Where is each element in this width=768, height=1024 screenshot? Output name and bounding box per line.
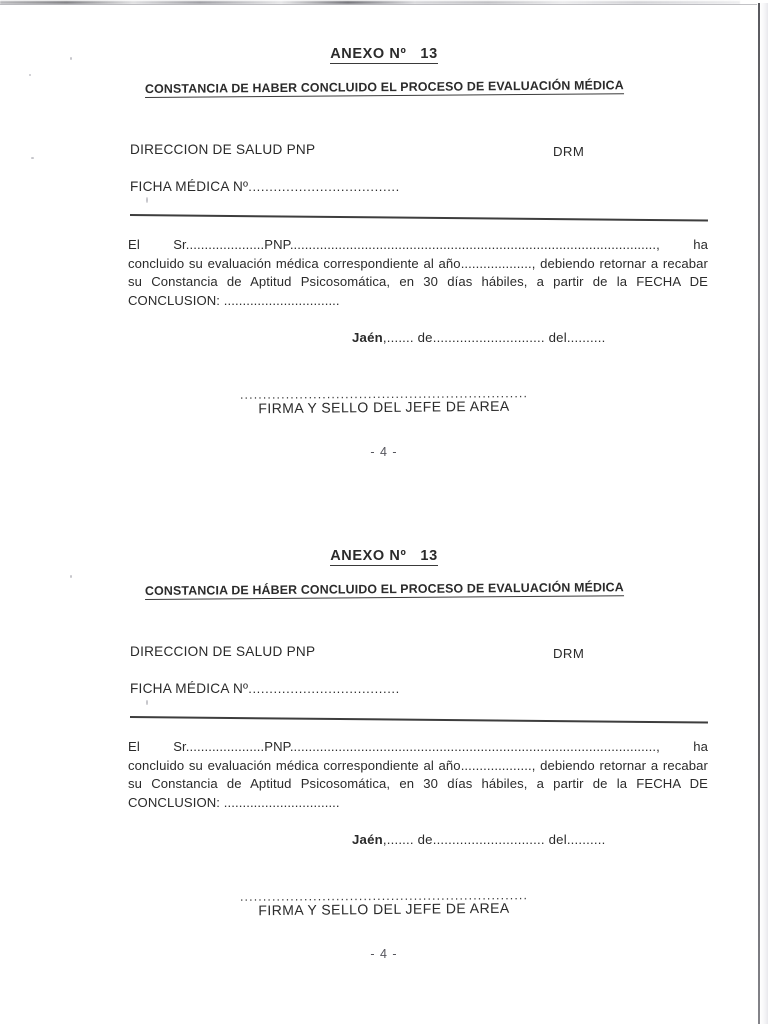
ficha-medica-label: FICHA MÉDICA Nº bbox=[130, 179, 249, 194]
form-copy-2 bbox=[0, 548, 768, 961]
date-blank[interactable]: ,....... de............................. del.......... bbox=[382, 832, 606, 848]
horizontal-divider bbox=[0, 212, 768, 222]
ficha-medica-row bbox=[0, 681, 768, 696]
signature-block bbox=[0, 387, 768, 415]
form-copy-1 bbox=[0, 46, 768, 459]
drm-label: DRM bbox=[553, 646, 585, 661]
anexo-heading bbox=[0, 46, 768, 64]
anexo-label: ANEXO Nº bbox=[330, 548, 407, 564]
form-subtitle: CONSTANCIA DE HÁBER CONCLUIDO EL PROCESO DE EVALUACIÓN MÉDICA bbox=[144, 580, 624, 598]
place-name: Jaén bbox=[352, 832, 383, 848]
page-number: - 4 - bbox=[370, 947, 398, 962]
header-row bbox=[0, 142, 768, 157]
body-paragraph: El Sr.....................PNP.................................................................................................., ha concluido su evaluación médica correspondiente al año..................., debiendo retornar a recabar su Constancia de Aptitud Psicosomática, en 30 días hábiles, a partir de la FECHA DE CONCLUSION: ............................... bbox=[128, 237, 708, 308]
signature-line[interactable]: ............................................................... bbox=[239, 386, 529, 403]
page-number: - 4 - bbox=[370, 445, 398, 460]
signature-line[interactable]: ............................................................... bbox=[239, 888, 529, 905]
form-subtitle: CONSTANCIA DE HABER CONCLUIDO EL PROCESO DE EVALUACIÓN MÉDICA bbox=[144, 78, 624, 96]
date-blank[interactable]: ,....... de............................. del.......... bbox=[382, 330, 606, 346]
anexo-heading bbox=[0, 548, 768, 566]
ficha-medica-blank[interactable]: .................................... bbox=[248, 179, 400, 194]
ficha-medica-label: FICHA MÉDICA Nº bbox=[130, 681, 249, 696]
signature-label: FIRMA Y SELLO DEL JEFE DE AREA bbox=[258, 900, 510, 919]
signature-label: FIRMA Y SELLO DEL JEFE DE AREA bbox=[258, 398, 510, 417]
drm-label: DRM bbox=[553, 144, 585, 159]
scan-top-edge-line bbox=[0, 4, 757, 5]
anexo-number: 13 bbox=[420, 548, 438, 564]
ficha-medica-blank[interactable]: .................................... bbox=[248, 681, 400, 696]
subtitle-container bbox=[0, 582, 768, 600]
anexo-label: ANEXO Nº bbox=[330, 46, 407, 62]
ficha-medica-row bbox=[0, 179, 768, 194]
institution-name: DIRECCION DE SALUD PNP bbox=[130, 644, 316, 659]
body-paragraph: El Sr.....................PNP.................................................................................................., ha concluido su evaluación médica correspondiente al año..................., debiendo retornar a recabar su Constancia de Aptitud Psicosomática, en 30 días hábiles, a partir de la FECHA DE CONCLUSION: ............................... bbox=[128, 739, 708, 810]
subtitle-container bbox=[0, 80, 768, 98]
horizontal-divider bbox=[0, 714, 768, 724]
place-name: Jaén bbox=[352, 330, 383, 346]
header-row bbox=[0, 644, 768, 659]
place-date-line bbox=[0, 330, 768, 345]
anexo-number: 13 bbox=[420, 46, 438, 62]
signature-block bbox=[0, 889, 768, 917]
institution-name: DIRECCION DE SALUD PNP bbox=[130, 142, 316, 157]
place-date-line bbox=[0, 832, 768, 847]
